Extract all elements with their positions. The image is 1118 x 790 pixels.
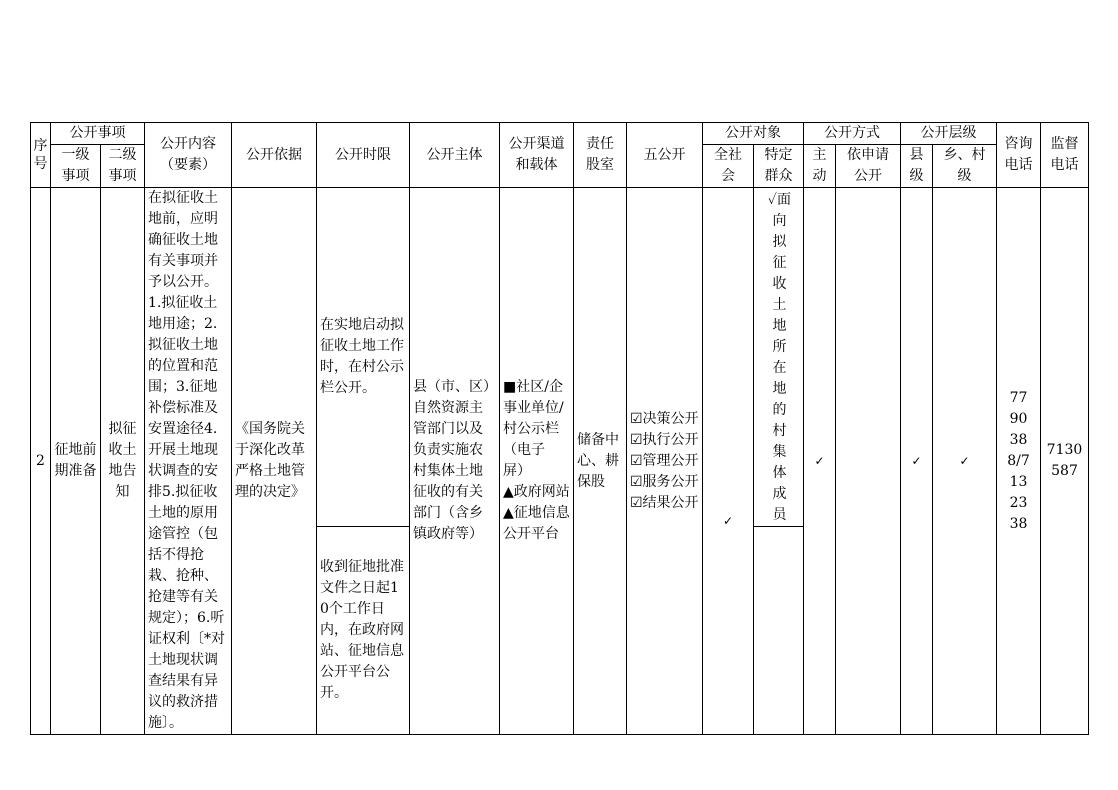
- row-level1: 征地前 期准备: [51, 188, 101, 735]
- row-channel: [500, 188, 574, 735]
- row-time-2: [317, 527, 410, 735]
- row-consult: [997, 188, 1041, 735]
- row-time-1: [317, 188, 410, 527]
- header-target-spec: 特定 群众: [754, 145, 804, 188]
- header-supervise: 监督 电话: [1041, 123, 1089, 188]
- check-mark-icon: ✓: [959, 453, 970, 468]
- row-subject: [410, 188, 500, 735]
- header-five: 五公开: [627, 123, 703, 188]
- header-level: 公开层级: [901, 123, 997, 145]
- row-channel-text: ■社区/企事业单位/村公示栏（电子屏） ▲政府网站 ▲征地信息公开平台: [503, 379, 570, 542]
- header-channel: 公开渠道 和载体: [500, 123, 574, 188]
- header-subject: 公开主体: [410, 123, 500, 188]
- row-level-town: [933, 188, 997, 735]
- header-mode-apply: 依申请 公开: [836, 145, 901, 188]
- row-mode-apply: [836, 188, 901, 735]
- table-row: [31, 188, 1089, 527]
- header-mode-active: 主 动: [804, 145, 836, 188]
- header-basis: 公开依据: [232, 123, 317, 188]
- row-mode-active: [804, 188, 836, 735]
- five-item-execution: ☑执行公开: [630, 431, 699, 448]
- five-item-decision: ☑决策公开: [630, 410, 699, 427]
- row-basis: [232, 188, 317, 735]
- header-dept: 责任 股室: [574, 123, 627, 188]
- header-level2: 二级 事项: [101, 145, 145, 188]
- row-supervise: [1041, 188, 1089, 735]
- row-seq: 2: [31, 188, 51, 735]
- header-mode: 公开方式: [804, 123, 901, 145]
- row-target-spec-lower: [754, 527, 804, 735]
- header-level-county: 县 级: [901, 145, 933, 188]
- header-gkgs: 公开事项: [51, 123, 145, 145]
- header-time: 公开时限: [317, 123, 410, 188]
- five-item-result: ☑结果公开: [630, 494, 699, 511]
- check-mark-icon: ✓: [722, 513, 734, 528]
- header-row-1: [31, 123, 1089, 145]
- row-supervise-text: 7130587: [1046, 442, 1083, 479]
- row-dept-text: 储备中心、耕保股: [577, 431, 619, 490]
- header-consult: 咨询 电话: [997, 123, 1041, 188]
- disclosure-table: [30, 122, 1089, 735]
- row-time-1-text: 在实地启动拟征收土地工作时，在村公示栏公开。: [320, 317, 404, 396]
- row-five: [627, 188, 703, 735]
- five-item-management: ☑管理公开: [630, 452, 699, 469]
- row-target-spec-text: ✓面向拟征收土地所在地的村集体成员: [767, 192, 792, 523]
- row-dept: [574, 188, 627, 735]
- check-mark-icon: ✓: [911, 453, 922, 468]
- row-time-2-text: 收到征地批准文件之日起10个工作日内，在政府网站、征地信息公开平台公开。: [320, 559, 404, 701]
- header-target-all: 全社 会: [703, 145, 754, 188]
- row-level2: 拟征 收土 地告 知: [101, 188, 145, 735]
- row-level-county: [901, 188, 933, 735]
- header-level-town: 乡、村 级: [933, 145, 997, 188]
- five-item-service: ☑服务公开: [630, 473, 699, 490]
- check-mark-icon: ✓: [814, 453, 825, 468]
- row-consult-text: 7790388/7132338: [1007, 389, 1030, 532]
- row-subject-text: 县（市、区）自然资源主管部门以及负责实施农村集体土地征收的有关部门（含乡镇政府等）: [413, 379, 490, 542]
- header-level1: 一级 事项: [51, 145, 101, 188]
- row-target-all: [703, 188, 754, 735]
- row-content: [145, 188, 232, 735]
- header-content: 公开内容 （要素）: [145, 123, 232, 188]
- row-target-spec: [754, 188, 804, 527]
- row-content-text: 在拟征收土地前，应明确征收土地有关事项并予以公开。1.拟征收土地用途；2.拟征收土地的位置和范围；3.征地补偿标准及安置途径4.开展土地现状调查的安排5.拟征收土地的原用途管控（包括不得抢栽、抢种、抢建等有关规定）；6.听证权利〔*对土地现状调查结果有异议的救济措施〕。: [148, 190, 225, 731]
- header-target: 公开对象: [703, 123, 804, 145]
- row-basis-text: 《国务院关于深化改革严格土地管理的决定》: [235, 421, 305, 500]
- header-seq: 序 号: [31, 123, 51, 188]
